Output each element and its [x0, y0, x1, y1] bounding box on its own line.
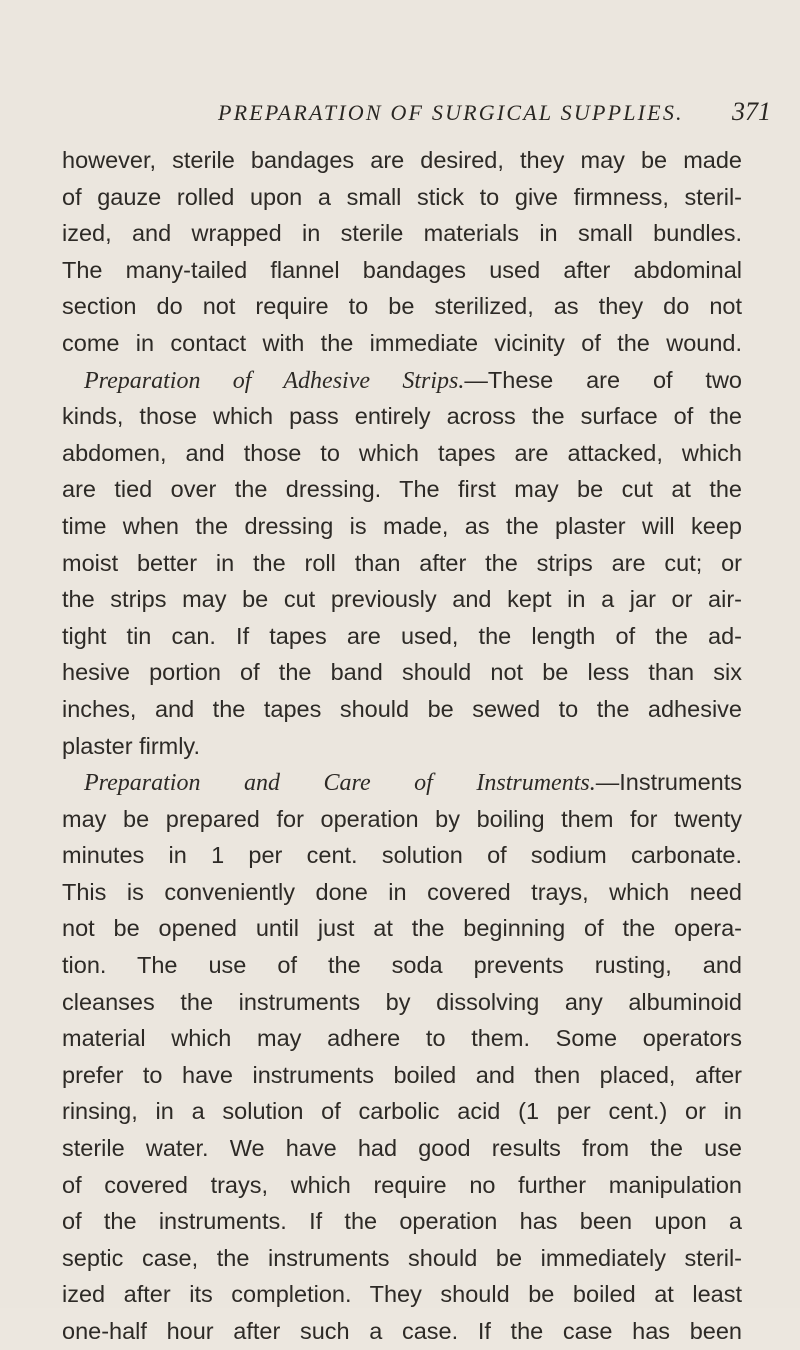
text-line: one-half hour after such a case. If the case has been [62, 1318, 742, 1344]
text-line: are tied over the dressing. The first may be cut at the [62, 476, 742, 503]
text-line: kinds, those which pass entirely across the surface of the [62, 403, 742, 430]
text-line-continuation: —These are of two [464, 366, 742, 393]
text-line: rinsing, in a solution of carbolic acid (1 per cent.) or in [62, 1098, 742, 1125]
text-line: cleanses the instruments by dissolving any albuminoid [62, 988, 742, 1015]
section-heading-instruments: Preparation and Care of Instruments. [84, 770, 596, 797]
body-text [62, 142, 742, 1350]
text-line: plaster firmly. [62, 732, 200, 759]
text-line: the strips may be cut previously and kept in a jar or air- [62, 586, 742, 613]
text-line: section do not require to be sterilized, as they do not [62, 293, 742, 320]
text-line [62, 764, 742, 801]
text-line: of gauze rolled upon a small stick to give firmness, steril- [62, 183, 742, 210]
text-line: abdomen, and those to which tapes are attacked, which [62, 439, 742, 466]
text-line: tion. The use of the soda prevents rusting, and [62, 952, 742, 979]
text-line: material which may adhere to them. Some operators [62, 1025, 742, 1052]
section-heading-adhesive-strips: Preparation of Adhesive Strips. [84, 367, 465, 394]
text-line: This is conveniently done in covered trays, which need [62, 878, 742, 905]
text-line: may be prepared for operation by boiling them for twenty [62, 805, 742, 832]
text-line: prefer to have instruments boiled and then placed, after [62, 1061, 742, 1088]
text-line: however, sterile bandages are desired, they may be made [62, 147, 742, 173]
text-line: come in contact with the immediate vicinity of the wound. [62, 329, 742, 356]
text-line: moist better in the roll than after the strips are cut; or [62, 549, 742, 576]
text-line: hesive portion of the band should not be less than six [62, 659, 742, 686]
text-line: septic case, the instruments should be immediately steril- [62, 1244, 742, 1271]
page-number: 371 [732, 97, 771, 126]
text-line: tight tin can. If tapes are used, the length of the ad- [62, 622, 742, 649]
text-line: ized, and wrapped in sterile materials in small bundles. [62, 220, 742, 247]
text-line: sterile water. We have had good results from the use [62, 1135, 742, 1162]
running-head: PREPARATION OF SURGICAL SUPPLIES. [218, 100, 684, 125]
text-line [62, 362, 742, 399]
text-line: time when the dressing is made, as the plaster will keep [62, 512, 742, 539]
text-line-continuation: —Instruments [595, 769, 742, 796]
text-line: of covered trays, which require no further manipulation [62, 1171, 742, 1198]
text-line: ized after its completion. They should be boiled at least [62, 1281, 742, 1308]
text-line: The many-tailed flannel bandages used after abdominal [62, 256, 742, 283]
text-line: not be opened until just at the beginning of the opera- [62, 915, 742, 942]
text-line: minutes in 1 per cent. solution of sodium carbonate. [62, 842, 742, 869]
text-line: inches, and the tapes should be sewed to the adhesive [62, 695, 742, 722]
text-line: of the instruments. If the operation has been upon a [62, 1208, 742, 1235]
